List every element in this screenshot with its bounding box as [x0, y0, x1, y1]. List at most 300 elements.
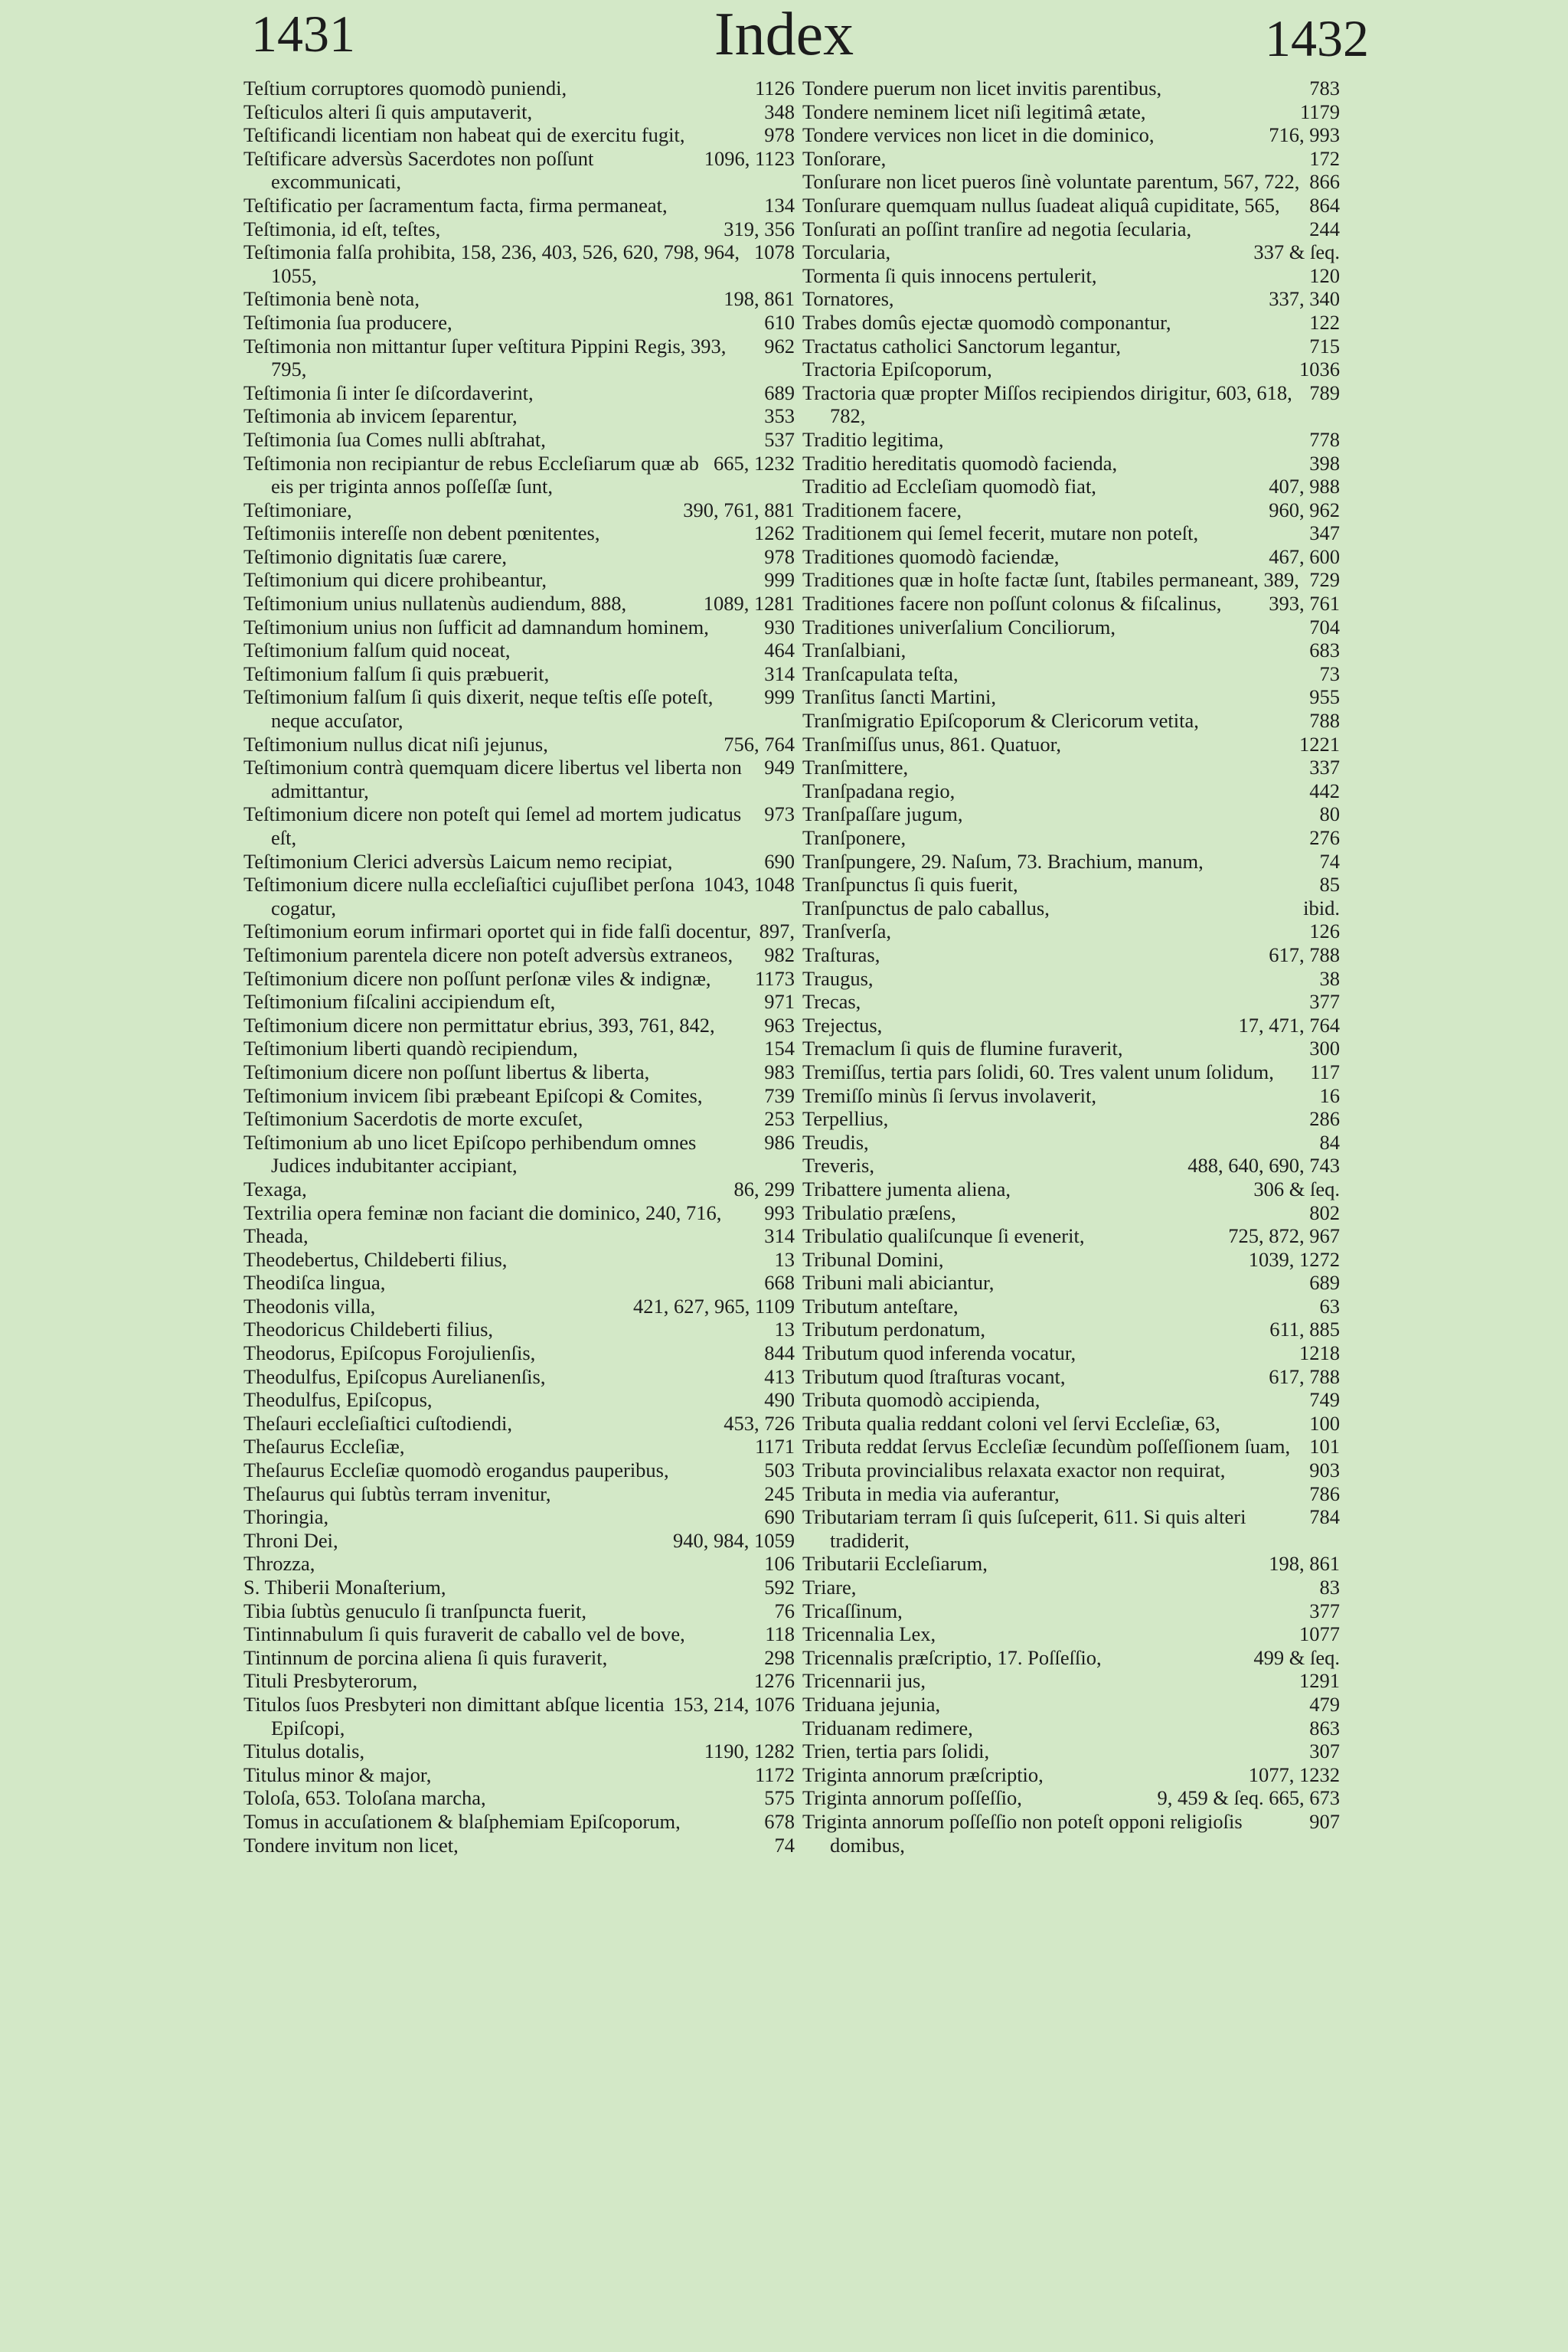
index-entry: [243, 521, 795, 545]
index-entry-pages: 120: [1309, 263, 1340, 287]
index-entry-term: Tranſverſa,: [802, 920, 892, 943]
index-entry: [802, 1810, 1340, 1857]
index-entry: [243, 850, 795, 874]
index-entry-term: Treveris,: [802, 1154, 874, 1178]
index-entry-pages: 464: [764, 639, 795, 662]
index-entry-term: Tricennarii jus,: [802, 1669, 926, 1693]
index-entry: [243, 1505, 795, 1529]
index-entry-pages: 866: [1309, 170, 1340, 194]
index-entry-pages: 307: [1309, 1740, 1340, 1763]
index-entry: [802, 521, 1340, 545]
index-entry-term: Theſaurus Eccleſiæ,: [243, 1435, 405, 1459]
index-entry: [802, 802, 1340, 826]
index-entry: [802, 1740, 1340, 1763]
index-entry: [802, 662, 1340, 686]
index-entry-pages: 154: [764, 1037, 795, 1060]
index-entry: [243, 1435, 795, 1459]
index-entry-term: Teſtimonium qui dicere prohibeantur,: [243, 568, 547, 592]
index-entry: [802, 1201, 1340, 1225]
index-entry-pages: 668: [764, 1271, 795, 1295]
index-entry-pages: 973: [764, 802, 795, 826]
index-entry-term: Traſturas,: [802, 942, 880, 966]
index-entry: [243, 1459, 795, 1482]
index-entry: [243, 1834, 795, 1857]
index-entry-pages: 9, 459 & ſeq. 665, 673: [1157, 1786, 1340, 1810]
index-entry-pages: 479: [1309, 1692, 1340, 1716]
index-entry-pages: 678: [764, 1809, 795, 1833]
index-entry-pages: 84: [1319, 1130, 1340, 1154]
index-entry-term: Tricennalis præſcriptio, 17. Poſſeſſio,: [802, 1645, 1102, 1669]
index-entry-pages: 617, 788: [1269, 1364, 1340, 1388]
index-entry-pages: 962: [764, 334, 795, 358]
index-entry-pages: 978: [764, 544, 795, 568]
index-entry-term: Treudis,: [802, 1130, 869, 1154]
index-entry: [802, 1107, 1340, 1131]
index-entry-pages: 610: [764, 310, 795, 334]
index-entry-pages: 83: [1319, 1576, 1340, 1599]
index-entry-pages: 592: [764, 1576, 795, 1599]
index-entry-term: Triginta annorum poſſeſſio non poteſt opponi religioſis domibus,: [802, 1809, 1243, 1857]
index-entry-term: Theodiſca lingua,: [243, 1271, 386, 1295]
index-entry: [243, 1786, 795, 1810]
index-entry-term: Tranſpunctus ſi quis fuerit,: [802, 873, 1018, 897]
index-entry-pages: 467, 600: [1269, 544, 1340, 568]
index-entry-pages: 499 & ſeq.: [1253, 1645, 1340, 1669]
index-entry: [802, 1388, 1340, 1412]
index-entry: [802, 1224, 1340, 1248]
index-entry-term: Tributa provincialibus relaxata exactor non requirat,: [802, 1459, 1226, 1482]
index-entry-term: Theſaurus Eccleſiæ quomodò erogandus pauperibus,: [243, 1459, 669, 1482]
index-entry-pages: 63: [1319, 1294, 1340, 1318]
index-entry-pages: 689: [1309, 1271, 1340, 1295]
index-entry-term: Teſtimonium invicem ſibi præbeant Epiſcopi & Comites,: [243, 1083, 703, 1107]
index-entry-term: Tributum anteſtare,: [802, 1294, 959, 1318]
index-entry-pages: 1173: [754, 966, 795, 990]
index-entry-term: Triare,: [802, 1576, 857, 1599]
index-entry-pages: 999: [764, 568, 795, 592]
index-entry-term: Titulus minor & major,: [243, 1762, 432, 1786]
index-entry: [243, 1107, 795, 1131]
index-entry-term: Theodulfus, Epiſcopus,: [243, 1388, 433, 1412]
index-entry-pages: 306 & ſeq.: [1253, 1177, 1340, 1200]
index-entry: [243, 873, 795, 920]
left-index-column: [243, 77, 795, 1857]
index-entry: [802, 592, 1340, 616]
index-entry: [802, 287, 1340, 311]
index-entry-term: Teſtimonia ſi inter ſe diſcordaverint,: [243, 381, 534, 404]
index-entry: [802, 1599, 1340, 1623]
index-entry-pages: 276: [1309, 826, 1340, 849]
index-entry-term: Tractoria Epiſcoporum,: [802, 358, 992, 381]
index-entry-term: Teſtimoniare,: [243, 498, 352, 521]
index-entry-term: Titulus dotalis,: [243, 1740, 365, 1763]
index-entry: [802, 1131, 1340, 1155]
index-entry-term: Tormenta ſi quis innocens pertulerit,: [802, 263, 1097, 287]
index-entry-term: Tranſcapulata teſta,: [802, 662, 959, 685]
index-entry-term: Textrilia opera feminæ non faciant die dominico, 240, 716,: [243, 1200, 722, 1224]
index-entry-term: Teſtimonium falſum ſi quis dixerit, neque teſtis eſſe poteſt, neque accuſator,: [243, 685, 714, 733]
index-entry-pages: 617, 788: [1269, 942, 1340, 966]
index-entry-term: Traditio ad Eccleſiam quomodò fiat,: [802, 475, 1096, 498]
index-entry-term: Tranſmittere,: [802, 756, 909, 779]
index-entry-term: Tintinnabulum ſi quis furaverit de caballo vel de bove,: [243, 1622, 685, 1646]
index-entry-pages: 611, 885: [1269, 1318, 1340, 1341]
index-entry-pages: 13: [774, 1247, 795, 1271]
index-entry-term: Teſtimonia non mittantur ſuper veſtitura Pippini Regis, 393, 795,: [243, 334, 727, 381]
index-entry-term: Teſtimonia non recipiantur de rebus Eccleſiarum quæ ab eis per triginta annos poſſeſſæ ſunt,: [243, 451, 699, 498]
index-entry-term: Tranſpunctus de palo caballus,: [802, 896, 1050, 920]
index-entry-pages: 1172: [754, 1762, 795, 1786]
index-entry-term: Teſtimonium Clerici adversùs Laicum nemo recipiat,: [243, 849, 673, 873]
index-entry-pages: 665, 1232: [714, 451, 795, 475]
index-entry: [243, 335, 795, 381]
index-entry-term: Tribuni mali abiciantur,: [802, 1271, 995, 1295]
index-entry: [243, 1693, 795, 1740]
index-entry-term: Tranſalbiani,: [802, 639, 906, 662]
index-entry-pages: 715: [1309, 334, 1340, 358]
index-entry-term: Trejectus,: [802, 1013, 883, 1037]
index-entry-pages: 337: [1309, 756, 1340, 779]
index-entry-term: Tondere invitum non licet,: [243, 1833, 459, 1857]
index-entry: [802, 1271, 1340, 1295]
index-entry-pages: 716, 993: [1269, 123, 1340, 147]
index-entry-term: Texaga,: [243, 1177, 307, 1200]
index-entry-term: Tricennalia Lex,: [802, 1622, 936, 1646]
index-entry: [243, 147, 795, 194]
index-entry-term: Tributariam terram ſi quis ſuſceperit, 611. Si quis alteri tradiderit,: [802, 1505, 1246, 1552]
index-entry: [243, 1388, 795, 1412]
index-entry-pages: 421, 627, 965, 1109: [632, 1294, 795, 1318]
index-entry: [802, 1341, 1340, 1365]
index-entry-pages: 784: [1309, 1505, 1340, 1529]
index-entry: [243, 240, 795, 287]
index-entry: [802, 779, 1340, 803]
index-entry: [243, 311, 795, 335]
index-entry: [802, 170, 1340, 194]
index-entry-term: Traditiones quæ in hoſte factæ ſunt, ſtabiles permaneant, 389,: [802, 568, 1299, 592]
index-entry: [243, 123, 795, 147]
index-entry: [802, 1786, 1340, 1810]
index-entry: [243, 1669, 795, 1693]
index-entry-pages: 74: [774, 1833, 795, 1857]
index-entry: [802, 850, 1340, 874]
index-entry-term: Teſtificatio per ſacramentum facta, firma permaneat,: [243, 193, 668, 217]
index-entry: [802, 358, 1340, 381]
index-entry: [243, 217, 795, 241]
index-entry-term: Teſtimonium Sacerdotis de morte excuſet,: [243, 1107, 583, 1131]
index-entry-pages: 963: [764, 1013, 795, 1037]
index-entry: [243, 1622, 795, 1646]
index-entry-term: Tributum perdonatum,: [802, 1318, 985, 1341]
index-entry: [243, 1482, 795, 1506]
index-entry-term: Traditiones univerſalium Conciliorum,: [802, 615, 1116, 639]
index-entry: [802, 756, 1340, 779]
index-entry: [243, 1529, 795, 1553]
index-entry-term: Tondere neminem licet niſi legitimâ ætate,: [802, 100, 1146, 123]
page-header: [0, 0, 1568, 69]
index-entry-pages: 503: [764, 1459, 795, 1482]
index-entry: [243, 1131, 795, 1178]
index-entry: [243, 1763, 795, 1787]
index-entry-term: Traditio legitima,: [802, 427, 944, 451]
index-entry-pages: 393, 761: [1269, 592, 1340, 616]
index-entry: [243, 1412, 795, 1436]
index-entry-pages: 245: [764, 1481, 795, 1505]
index-entry-term: Tributa reddat ſervus Eccleſiæ ſecundùm poſſeſſionem ſuam,: [802, 1435, 1291, 1459]
index-entry-pages: 1276: [754, 1669, 795, 1693]
index-entry: [243, 1084, 795, 1108]
index-entry: [802, 194, 1340, 217]
index-entry: [802, 1154, 1340, 1178]
index-entry-term: Tranſmiſſus unus, 861. Quatuor,: [802, 732, 1062, 756]
index-entry-term: Triduana jejunia,: [802, 1692, 941, 1716]
index-entry: [243, 1365, 795, 1389]
index-entry-pages: 85: [1319, 873, 1340, 897]
index-entry-pages: 940, 984, 1059: [673, 1528, 795, 1552]
index-entry: [243, 428, 795, 452]
index-entry: [802, 264, 1340, 288]
index-entry: [243, 920, 795, 943]
index-entry-term: Teſtimonium liberti quandò recipiendum,: [243, 1037, 578, 1060]
index-entry-term: Theada,: [243, 1224, 309, 1248]
index-entry: [243, 1271, 795, 1295]
index-entry-pages: 1043, 1048: [703, 873, 795, 897]
index-entry: [243, 662, 795, 686]
index-entry-pages: 244: [1309, 217, 1340, 240]
index-entry: [802, 335, 1340, 358]
index-entry: [243, 77, 795, 100]
index-entry-term: Teſtimonium unius non ſufficit ad damnandum hominem,: [243, 615, 709, 639]
index-entry: [243, 1201, 795, 1225]
index-entry-pages: 319, 356: [724, 217, 795, 240]
index-entry-pages: 690: [764, 1505, 795, 1529]
index-entry: [243, 1576, 795, 1599]
index-entry-pages: ibid.: [1303, 896, 1340, 920]
index-entry-pages: 1077, 1232: [1248, 1762, 1340, 1786]
index-entry: [243, 1318, 795, 1341]
right-index-column: [802, 77, 1340, 1857]
index-entry-pages: 253: [764, 1107, 795, 1131]
index-entry: [243, 452, 795, 498]
index-entry: [802, 1060, 1340, 1084]
index-entry-pages: 314: [764, 662, 795, 685]
index-entry: [243, 733, 795, 756]
index-entry-pages: 1190, 1282: [704, 1740, 795, 1763]
index-entry: [802, 1178, 1340, 1201]
index-entry-pages: 788: [1309, 709, 1340, 733]
index-entry-pages: 1096, 1123: [704, 146, 795, 170]
index-entry-term: Teſtimonium dicere nulla eccleſiaſtici cujuſlibet perſona cogatur,: [243, 873, 695, 920]
index-entry: [802, 1763, 1340, 1787]
index-entry: [802, 1014, 1340, 1037]
index-entry-pages: 488, 640, 690, 743: [1187, 1154, 1340, 1178]
index-entry: [243, 592, 795, 616]
index-entry-pages: 864: [1309, 193, 1340, 217]
index-entry-term: Traditiones quomodò faciendæ,: [802, 544, 1060, 568]
index-entry-pages: 73: [1319, 662, 1340, 685]
index-entry: [802, 123, 1340, 147]
index-entry-pages: 490: [764, 1388, 795, 1412]
index-entry-pages: 198, 861: [1269, 1552, 1340, 1576]
index-entry-term: Tranſponere,: [802, 826, 906, 849]
index-entry: [802, 1646, 1340, 1670]
index-entry-pages: 749: [1309, 1388, 1340, 1412]
index-entry-pages: 347: [1309, 521, 1340, 545]
index-entry-pages: 106: [764, 1552, 795, 1576]
index-entry-term: Tribulatio qualiſcunque ſi evenerit,: [802, 1224, 1085, 1248]
index-entry-pages: 16: [1319, 1083, 1340, 1107]
index-entry-term: Teſtimonio dignitatis ſuæ carere,: [243, 544, 508, 568]
index-entry-pages: 1089, 1281: [703, 592, 795, 616]
index-entry-pages: 74: [1319, 849, 1340, 873]
index-entry-pages: 413: [764, 1364, 795, 1388]
index-entry-pages: 982: [764, 942, 795, 966]
index-entry: [802, 826, 1340, 850]
index-entry: [802, 733, 1340, 756]
index-entry-term: Throzza,: [243, 1552, 315, 1576]
index-entry-term: Triduanam redimere,: [802, 1716, 973, 1740]
index-entry-pages: 1262: [754, 521, 795, 545]
index-entry: [243, 756, 795, 802]
index-entry-term: S. Thiberii Monaſterium,: [243, 1576, 446, 1599]
index-entry-term: Tributum quod ſtraſturas vocant,: [802, 1364, 1066, 1388]
index-entry-term: Tranſpaſſare jugum,: [802, 802, 963, 826]
index-entry-pages: 1218: [1299, 1341, 1340, 1365]
index-entry: [802, 568, 1340, 592]
index-entry-pages: 690: [764, 849, 795, 873]
index-entry-pages: 1179: [1299, 100, 1340, 123]
index-entry-pages: 704: [1309, 615, 1340, 639]
index-entry: [802, 990, 1340, 1014]
index-entry-pages: 117: [1310, 1060, 1340, 1083]
index-entry-term: Traditionem qui ſemel fecerit, mutare non poteſt,: [802, 521, 1199, 545]
index-entry-term: Teſtimonia ab invicem ſeparentur,: [243, 404, 518, 428]
right-page-number: 1432: [1265, 9, 1369, 67]
index-entry-pages: 337, 340: [1269, 287, 1340, 311]
index-entry-pages: 1221: [1299, 732, 1340, 756]
index-entry-pages: 442: [1309, 779, 1340, 802]
index-entry-term: Tremaclum ſi quis de flumine furaverit,: [802, 1037, 1123, 1060]
index-entry-pages: 122: [1309, 310, 1340, 334]
index-entry-term: Throni Dei,: [243, 1528, 338, 1552]
index-entry-pages: 298: [764, 1645, 795, 1669]
index-entry-term: Teſtificare adversùs Sacerdotes non poſſunt excommunicati,: [243, 146, 594, 194]
index-entry-term: Teſtimonium contrà quemquam dicere libertus vel liberta non admittantur,: [243, 756, 742, 802]
index-entry: [243, 194, 795, 217]
index-entry-pages: 689: [764, 381, 795, 404]
index-entry-term: Teſtimonium ab uno licet Epiſcopo perhibendum omnes Judices indubitanter accipiant,: [243, 1130, 697, 1178]
index-entry: [802, 685, 1340, 709]
index-entry-term: Teſtimonium dicere non poteſt qui ſemel ad mortem judicatus eſt,: [243, 802, 742, 849]
index-entry-term: Tranſitus ſancti Martini,: [802, 685, 996, 709]
index-entry: [243, 1014, 795, 1037]
index-entry: [802, 1459, 1340, 1482]
index-entry-term: Teſtium corruptores quomodò puniendi,: [243, 77, 567, 100]
index-entry-pages: 930: [764, 615, 795, 639]
index-entry-term: Theodonis villa,: [243, 1294, 376, 1318]
index-entry-term: Tremiſſo minùs ſi ſervus involaverit,: [802, 1083, 1096, 1107]
index-entry-pages: 863: [1309, 1716, 1340, 1740]
index-entry-term: Teſtimoniis intereſſe non debent pœnitentes,: [243, 521, 600, 545]
index-entry-term: Tonſurati an poſſint tranſire ad negotia ſecularia,: [802, 217, 1192, 240]
index-entry: [802, 1693, 1340, 1717]
index-entry-term: Tribattere jumenta aliena,: [802, 1177, 1011, 1200]
index-entry-pages: 844: [764, 1341, 795, 1365]
index-entry-pages: 453, 726: [724, 1411, 795, 1435]
index-entry-pages: 778: [1309, 427, 1340, 451]
index-entry-pages: 537: [764, 427, 795, 451]
index-entry-term: Trien, tertia pars ſolidi,: [802, 1740, 990, 1763]
index-entry-term: Teſtimonium unius nullatenùs audiendum, 888,: [243, 592, 627, 616]
index-entry: [802, 616, 1340, 639]
page-title: Index: [714, 1, 854, 68]
index-entry: [802, 311, 1340, 335]
index-entry-pages: 314: [764, 1224, 795, 1248]
index-entry: [243, 100, 795, 124]
index-entry-term: Torcularia,: [802, 240, 891, 264]
index-entry: [243, 1810, 795, 1834]
index-entry-pages: 38: [1319, 966, 1340, 990]
index-entry-term: Teſtimonium falſum quid noceat,: [243, 639, 511, 662]
index-entry-term: Tonſurare non licet pueros ſinè voluntate parentum, 567, 722,: [802, 170, 1300, 194]
index-entry-term: Teſtimonium dicere non poſſunt perſonæ viles & indignæ,: [243, 966, 711, 990]
index-entry-pages: 86, 299: [733, 1177, 795, 1200]
index-entry-term: Teſtimonium eorum infirmari oportet qui in fide falſi docentur,: [243, 920, 752, 943]
index-entry-term: Teſtimonium dicere non permittatur ebrius, 393, 761, 842,: [243, 1013, 715, 1037]
index-entry: [802, 1084, 1340, 1108]
index-entry-term: Teſtimonia falſa prohibita, 158, 236, 403, 526, 620, 798, 964, 1055,: [243, 240, 740, 287]
index-entry-pages: 789: [1309, 381, 1340, 404]
index-entry-term: Tornatores,: [802, 287, 894, 311]
index-entry: [802, 1037, 1340, 1060]
index-entry-pages: 903: [1309, 1459, 1340, 1482]
index-entry-term: Tonſorare,: [802, 146, 887, 170]
index-entry-term: Tomus in accuſationem & blaſphemiam Epiſcoporum,: [243, 1809, 681, 1833]
index-entry-pages: 783: [1309, 77, 1340, 100]
index-entry-pages: 1077: [1299, 1622, 1340, 1646]
index-entry-term: Teſtimonium falſum ſi quis præbuerit,: [243, 662, 550, 685]
index-entry-term: Thoringia,: [243, 1505, 329, 1529]
index-entry: [802, 873, 1340, 897]
index-entry-term: Traditio hereditatis quomodò facienda,: [802, 451, 1118, 475]
index-entry: [243, 404, 795, 428]
index-entry-term: Teſtimonia ſua producere,: [243, 310, 452, 334]
left-page-number: 1431: [251, 5, 355, 63]
index-entry-pages: 575: [764, 1786, 795, 1810]
index-entry-term: Tondere vervices non licet in die dominico,: [802, 123, 1155, 147]
index-entry: [802, 1248, 1340, 1272]
index-entry: [243, 967, 795, 991]
index-entry-term: Tractoria quæ propter Miſſos recipiendos dirigitur, 603, 618, 782,: [802, 381, 1292, 428]
index-entry-pages: 390, 761, 881: [683, 498, 795, 521]
index-entry-term: Theodulfus, Epiſcopus Aurelianenſis,: [243, 1364, 546, 1388]
index-entry-pages: 971: [764, 990, 795, 1014]
index-entry-pages: 337 & ſeq.: [1253, 240, 1340, 264]
index-entry: [243, 1037, 795, 1060]
index-entry-pages: 1036: [1299, 358, 1340, 381]
index-entry: [802, 428, 1340, 452]
index-entry-term: Tributa quomodò accipienda,: [802, 1388, 1040, 1412]
index-entry-pages: 286: [1309, 1107, 1340, 1131]
index-entry: [802, 1552, 1340, 1576]
index-entry: [243, 1178, 795, 1201]
index-entry-term: Tremiſſus, tertia pars ſolidi, 60. Tres valent unum ſolidum,: [802, 1060, 1274, 1083]
index-entry-term: Trabes domûs ejectæ quomodò componantur,: [802, 310, 1171, 334]
index-entry-pages: 101: [1309, 1435, 1340, 1459]
index-entry-term: Traditionem facere,: [802, 498, 962, 521]
index-entry-pages: 153, 214, 1076: [673, 1692, 795, 1716]
index-entry-term: Tribulatio præſens,: [802, 1200, 956, 1224]
